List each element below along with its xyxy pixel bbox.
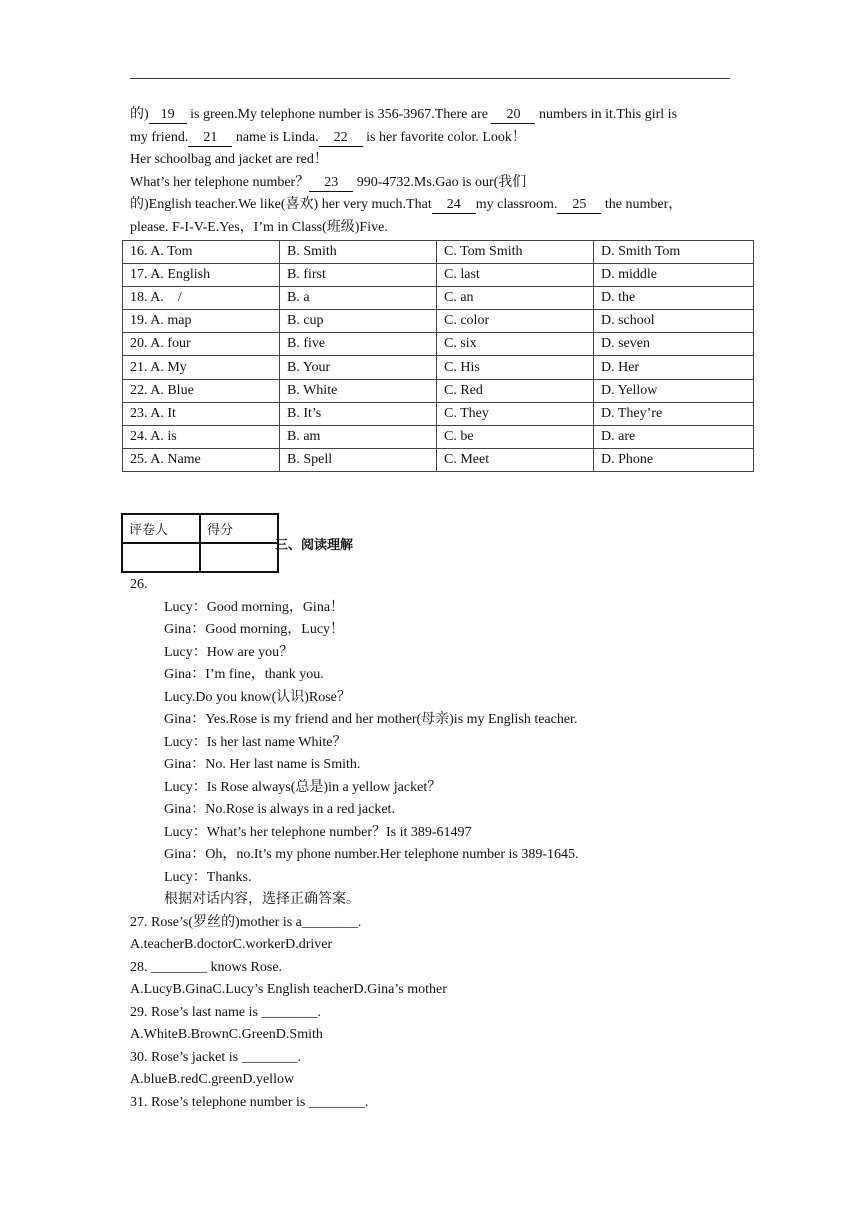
option-cell: D. They’re	[594, 402, 754, 425]
dialogue-line: Gina：Yes.Rose is my friend and her mother(母亲)is my English teacher.	[164, 712, 578, 727]
question-line: 30. Rose’s jacket is ________.	[130, 1049, 302, 1065]
option-cell: D. school	[594, 310, 754, 333]
passage-line: Her schoolbag and jacket are red！	[130, 152, 328, 167]
dialogue-line: Lucy：How are you？	[164, 644, 294, 660]
dialogue	[130, 597, 750, 912]
options-body	[123, 241, 754, 472]
option-cell: C. be	[437, 425, 594, 448]
option-cell: D. Smith Tom	[594, 241, 754, 264]
grader-table	[121, 513, 279, 573]
option-row	[123, 287, 754, 310]
passage-text: numbers in it.This girl is	[535, 107, 678, 122]
option-cell: 20. A. four	[123, 333, 280, 356]
passage-line	[130, 127, 750, 150]
passage-text: my friend.	[130, 129, 189, 145]
option-cell: B. first	[280, 264, 437, 287]
score-header: 得分	[200, 514, 278, 543]
dialogue-line: Lucy.Do you know(认识)Rose？	[164, 689, 351, 705]
option-cell: 16. A. Tom	[123, 241, 280, 264]
passage-line	[130, 194, 750, 217]
dialogue-line: Gina：Good morning，Lucy！	[164, 622, 345, 637]
section-title: 三、阅读理解	[275, 538, 354, 553]
option-cell: 24. A. is	[123, 425, 280, 448]
option-cell: B. a	[280, 287, 437, 310]
option-cell: C. His	[437, 356, 594, 379]
option-row	[123, 402, 754, 425]
passage-text: 的)English teacher.We like(喜欢) her very much.That	[130, 197, 432, 212]
answer-choices: A.LucyB.GinaC.Lucy’s English teacherD.Gina’s mother	[130, 982, 447, 997]
dialogue-line: Lucy：Is Rose always(总是)in a yellow jacket？	[164, 779, 442, 795]
option-cell: C. Red	[437, 379, 594, 402]
option-cell: 19. A. map	[123, 310, 280, 333]
blank-19: 19	[149, 107, 187, 124]
options-table	[122, 240, 754, 472]
option-cell: 18. A. /	[123, 287, 280, 310]
option-cell: B. It’s	[280, 402, 437, 425]
blank-21: 21	[188, 130, 232, 147]
option-row	[123, 333, 754, 356]
passage-line	[130, 172, 750, 195]
option-row	[123, 356, 754, 379]
blank-22: 22	[319, 130, 363, 147]
option-cell: B. cup	[280, 310, 437, 333]
reading-section	[130, 574, 750, 1114]
option-cell: C. six	[437, 333, 594, 356]
option-row	[123, 425, 754, 448]
answer-choices: A.blueB.redC.greenD.yellow	[130, 1072, 295, 1087]
passage-text: 990-4732.Ms.Gao is our(我们	[353, 174, 527, 190]
passage-line	[130, 104, 750, 127]
question-number: 26.	[130, 577, 148, 592]
question-line: 31. Rose’s telephone number is ________.	[130, 1094, 369, 1110]
score-cell	[200, 543, 278, 572]
passage-text: my classroom.	[475, 197, 558, 212]
answer-choices: A.WhiteB.BrownC.GreenD.Smith	[130, 1027, 323, 1042]
passage-text: is green.My telephone number is 356-3967.There are	[186, 107, 492, 122]
answer-choices: A.teacherB.doctorC.workerD.driver	[130, 937, 333, 952]
option-cell: B. Your	[280, 356, 437, 379]
option-cell: C. Tom Smith	[437, 241, 594, 264]
questions	[130, 912, 750, 1115]
option-cell: C. color	[437, 310, 594, 333]
dialogue-line: Gina：I’m fine，thank you.	[164, 667, 324, 682]
option-cell: D. the	[594, 287, 754, 310]
option-cell: 22. A. Blue	[123, 379, 280, 402]
option-cell: D. seven	[594, 333, 754, 356]
header-rule	[130, 78, 730, 79]
dialogue-line: Gina：No. Her last name is Smith.	[164, 757, 361, 772]
passage-text: name is Linda.	[232, 129, 319, 145]
option-cell: 25. A. Name	[123, 448, 280, 471]
option-cell: D. Yellow	[594, 379, 754, 402]
option-cell: C. an	[437, 287, 594, 310]
option-cell: 17. A. English	[123, 264, 280, 287]
grader-cell	[122, 543, 200, 572]
question-line: 27. Rose’s(罗丝的)mother is a________.	[130, 914, 362, 930]
dialogue-line: Gina：No.Rose is always in a red jacket.	[164, 802, 395, 817]
option-cell: C. Meet	[437, 448, 594, 471]
dialogue-line: Lucy：Thanks.	[164, 869, 252, 885]
option-row	[123, 448, 754, 471]
dialogue-line: Lucy：What’s her telephone number？Is it 389-61497	[164, 824, 472, 840]
option-row	[123, 379, 754, 402]
dialogue-line: Gina：Oh，no.It’s my phone number.Her telephone number is 389-1645.	[164, 847, 579, 862]
option-cell: B. Smith	[280, 241, 437, 264]
blank-23: 23	[309, 175, 353, 192]
question-line: 29. Rose’s last name is ________.	[130, 1004, 321, 1020]
passage-text: is her favorite color. Look！	[362, 129, 526, 145]
passage-text: the number，	[601, 197, 683, 212]
option-cell: D. middle	[594, 264, 754, 287]
option-cell: D. Her	[594, 356, 754, 379]
option-cell: B. White	[280, 379, 437, 402]
blank-25: 25	[557, 197, 601, 214]
question-line: 28. ________ knows Rose.	[130, 959, 283, 975]
dialogue-line: Lucy：Is her last name White？	[164, 734, 347, 750]
dialogue-line: Lucy：Good morning，Gina！	[164, 599, 345, 615]
option-cell: 21. A. My	[123, 356, 280, 379]
grader-header: 评卷人	[122, 514, 200, 543]
option-row	[123, 310, 754, 333]
option-cell: D. Phone	[594, 448, 754, 471]
option-row	[123, 264, 754, 287]
option-cell: B. five	[280, 333, 437, 356]
passage-line: please. F-I-V-E.Yes，I’m in Class(班级)Five.	[130, 219, 388, 235]
blank-20: 20	[491, 107, 535, 124]
option-cell: C. last	[437, 264, 594, 287]
option-row	[123, 241, 754, 264]
option-cell: B. Spell	[280, 448, 437, 471]
option-cell: C. They	[437, 402, 594, 425]
option-cell: B. am	[280, 425, 437, 448]
cloze-passage	[130, 104, 750, 239]
passage-text: What’s her telephone number？	[130, 174, 310, 190]
option-cell: D. are	[594, 425, 754, 448]
passage-text: 的)	[130, 107, 149, 122]
dialogue-line: 根据对话内容，选择正确答案。	[164, 892, 360, 907]
blank-24: 24	[432, 197, 476, 214]
option-cell: 23. A. It	[123, 402, 280, 425]
